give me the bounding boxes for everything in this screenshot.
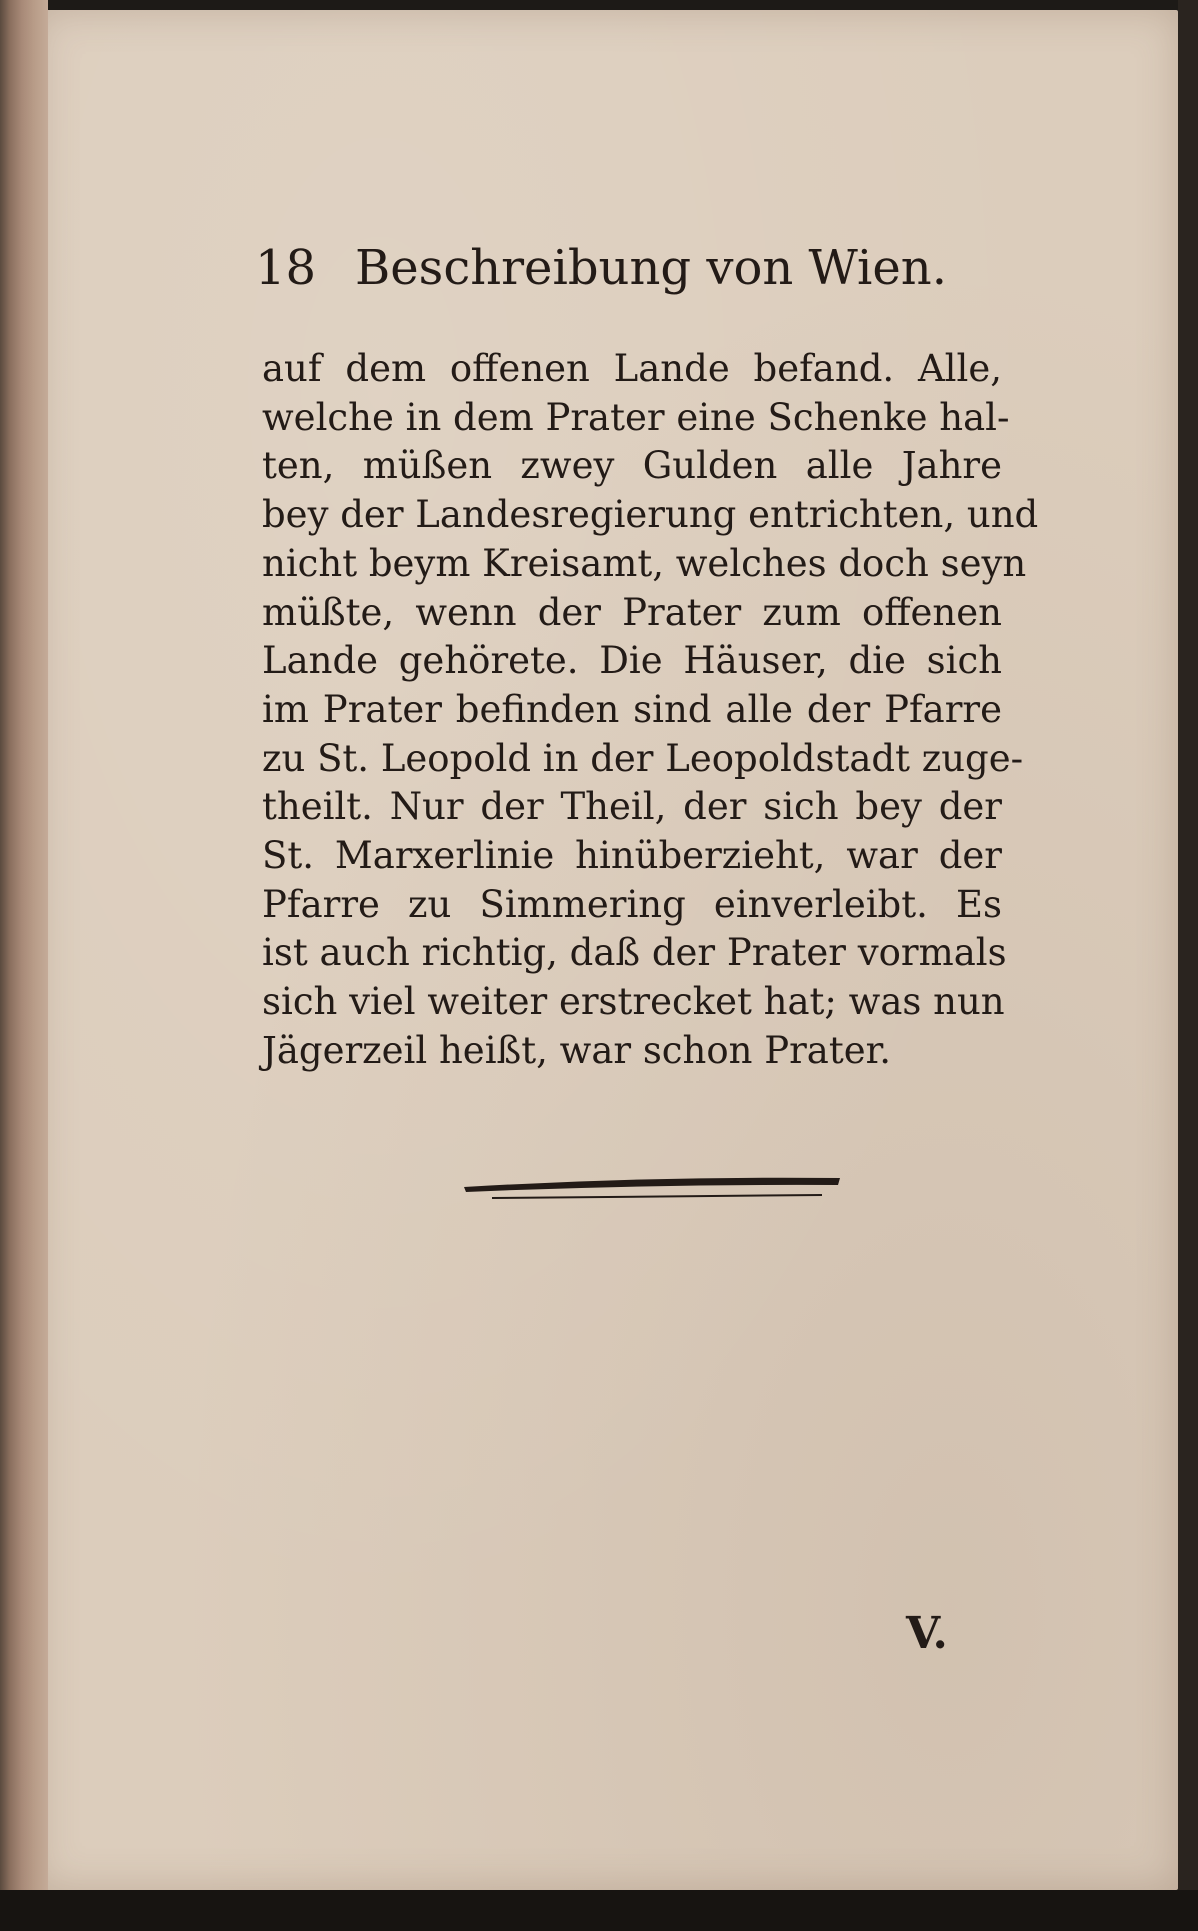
section-divider-rule (462, 1168, 842, 1202)
text-line: zu St. Leopold in der Leopoldstadt zuge- (262, 736, 1024, 780)
text-line: theilt. Nur der Theil, der sich bey der (262, 785, 1002, 829)
text-line: nicht beym Kreisamt, welches doch seyn (262, 541, 1027, 585)
text-line: Jägerzeil heißt, war schon Prater. (262, 1028, 892, 1072)
page-number: 18 (255, 240, 317, 296)
text-line: welche in dem Prater eine Schenke hal- (262, 395, 1010, 439)
text-line: auf dem offenen Lande befand. Alle, (262, 347, 1002, 390)
body-text (262, 345, 1039, 1076)
page-stack-edge-left (0, 0, 48, 1931)
text-line: ten, müßen zwey Gulden alle Jahre (262, 444, 1002, 488)
book-cover-edge-right (1178, 0, 1198, 1931)
text-line: St. Marxerlinie hinüberzieht, war der (262, 834, 1002, 878)
text-line: Lande gehörete. Die Häuser, die sich (262, 639, 1002, 683)
scan-background-bottom (0, 1890, 1198, 1931)
running-title: Beschreibung von Wien. (355, 240, 947, 296)
running-header (255, 240, 955, 296)
text-line: Pfarre zu Simmering einverleibt. Es (262, 882, 1002, 926)
text-line: sich viel weiter erstrecket hat; was nun (262, 980, 1005, 1024)
catchword: V. (906, 1608, 948, 1659)
text-line: ist auch richtig, daß der Prater vormals (262, 931, 1007, 975)
text-line: müßte, wenn der Prater zum offenen (262, 590, 1002, 634)
text-line: bey der Landesregierung entrichten, und (262, 493, 1039, 537)
text-line: im Prater befinden sind alle der Pfarre (262, 687, 1002, 731)
